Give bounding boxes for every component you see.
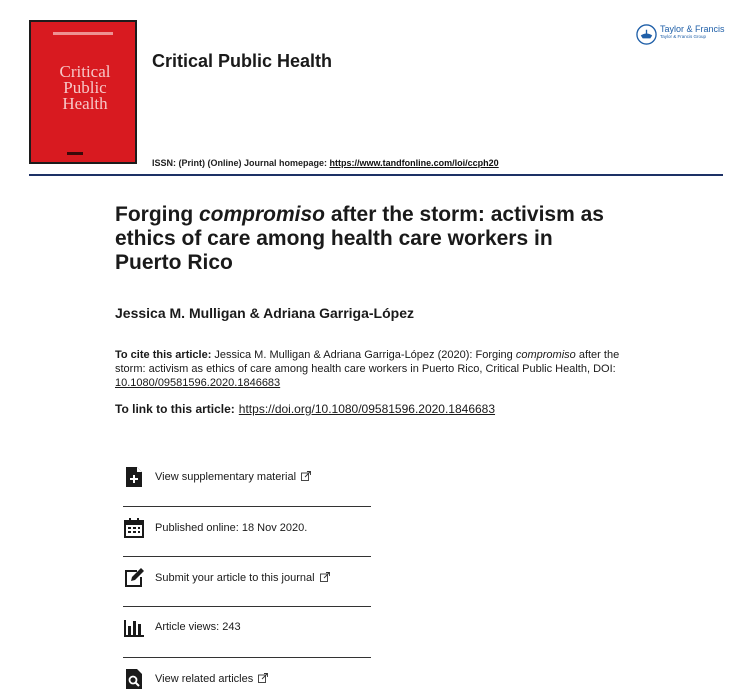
citation-label: To cite this article: <box>115 349 212 361</box>
info-item-label: View supplementary material <box>155 470 297 483</box>
article-authors: Jessica M. Mulligan & Adriana Garriga-López <box>115 305 414 321</box>
info-item-label: Submit your article to this journal <box>155 571 315 584</box>
header-divider <box>29 174 723 176</box>
info-divider <box>123 657 371 658</box>
publisher-name: Taylor & Francis <box>660 24 725 34</box>
citation-italic: compromiso <box>515 349 576 361</box>
external-link-icon <box>301 471 311 484</box>
cover-title <box>39 64 131 112</box>
cover-title-line: Health <box>62 94 108 113</box>
cover-title-line: Critical <box>59 62 111 81</box>
info-item-label: Published online: 18 Nov 2020. <box>155 522 308 534</box>
related-search-icon <box>123 668 145 689</box>
info-item-submit[interactable] <box>123 568 371 588</box>
publisher-logo <box>636 24 725 45</box>
edit-pencil-icon <box>123 567 145 589</box>
doi-link[interactable]: 10.1080/09581596.2020.1846683 <box>115 377 281 389</box>
journal-homepage-link[interactable]: https://www.tandfonline.com/loi/ccph20 <box>329 158 499 168</box>
issn-line <box>152 158 499 168</box>
article-link-line <box>115 402 495 416</box>
link-label: To link to this article: <box>115 402 235 416</box>
info-divider <box>123 556 371 557</box>
citation-block <box>115 348 635 390</box>
issn-text: ISSN: (Print) (Online) Journal homepage: <box>152 158 330 168</box>
info-divider <box>123 506 371 507</box>
article-title-italic: compromiso <box>198 203 326 226</box>
citation-text: Jessica M. Mulligan & Adriana Garriga-López (2020): Forging <box>211 349 516 361</box>
info-item-views <box>123 617 371 637</box>
article-title <box>115 203 615 275</box>
bar-chart-icon <box>123 616 145 638</box>
cover-title-line: Public <box>63 78 107 97</box>
info-item-label: Article views: 243 <box>155 621 241 633</box>
info-divider <box>123 606 371 607</box>
publisher-group: Taylor & Francis Group <box>660 34 707 39</box>
article-doi-url[interactable]: https://doi.org/10.1080/09581596.2020.1846683 <box>238 402 496 416</box>
external-link-icon <box>320 572 330 585</box>
external-link-icon <box>258 673 268 686</box>
cover-header-band <box>53 32 113 35</box>
citation-text: after the storm: activism as ethics of care among health care workers in Puerto Rico, Critical Public Health, DOI: <box>115 349 620 375</box>
journal-name: Critical Public Health <box>152 51 333 71</box>
info-item-supplementary[interactable] <box>123 467 371 487</box>
publisher-logo-icon <box>636 24 657 45</box>
info-item-published <box>123 518 371 538</box>
article-title-part: Forging <box>115 203 199 226</box>
article-title-part: after the storm: activism as ethics of care among health care workers in Puerto Rico <box>115 203 604 274</box>
cover-publisher-mark <box>67 152 83 155</box>
info-item-label: View related articles <box>155 672 254 685</box>
info-item-related[interactable] <box>123 669 371 689</box>
calendar-icon <box>123 517 145 539</box>
journal-cover-image <box>29 20 137 164</box>
supplementary-plus-icon <box>123 466 145 488</box>
